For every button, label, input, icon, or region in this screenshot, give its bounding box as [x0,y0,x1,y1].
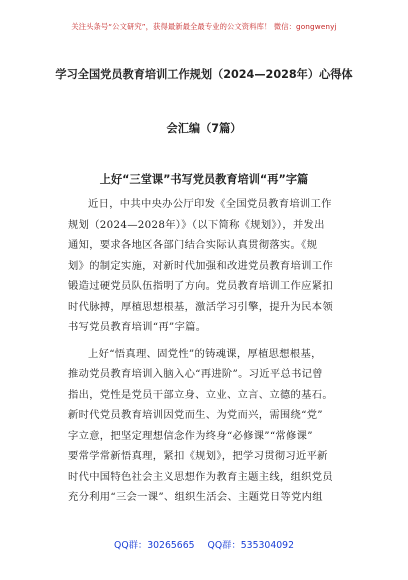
top-banner: 关注头条号“公文研究”，获得最新最全最专业的公文资料库！ 微信：gongwenyj [71,22,337,31]
text-line: 通知，要求各地区各部门结合实际认真贯彻落实。《规 [68,239,318,251]
text-line: 规划（2024—2028年）》（以下简称《规划》），并发出 [68,218,325,231]
text-line: 推动党员教育培训入脑入心“再进阶”。习近平总书记曾 [68,368,323,380]
text-line: 要常学常新悟真理，紧扣《规划》，把学习贯彻习近平新 [68,450,328,462]
paragraph [68,194,354,338]
text-line: 划》的制定实施，对新时代加强和改进党员教育培训工作 [68,259,333,272]
footer [0,537,408,551]
text-line: 上好“悟真理、固党性”的铸魂课，厚植思想根基， [88,347,322,360]
footer-qq-group-2: QQ群：535304092 [207,540,294,551]
document-subtitle: 会汇编（7篇） [166,122,242,135]
text-line: 锻造过硬党员队伍指明了方向。党员教育培训工作应紧扣 [68,280,333,292]
text-line: 字立意，把坚定理想信念作为终身“必修课”“常修课” [68,429,313,442]
text-line: 充分利用“三会一课”、组织生活会、主题党日等党内组 [68,491,323,503]
text-line: 书写党员教育培训“再”字篇。 [68,321,207,333]
text-line: 时代脉搏，厚植思想根基，激活学习引擎，提升为民本领 [68,300,333,313]
footer-qq-group-1: QQ群：30265665 [114,540,195,551]
body-text [68,194,354,508]
section-title: 上好“三堂课”书写党员教育培训“再”字篇 [99,173,309,186]
text-line: 指出，党性是党员干部立身、立业、立言、立德的基石。 [68,388,333,401]
document-title: 学习全国党员教育培训工作规划（2024—2028年）心得体 [55,68,353,81]
text-line: 时代中国特色社会主义思想作为教育主题主线，组织党员 [68,470,333,483]
text-line: 近日，中共中央办公厅印发《全国党员教育培训工作 [88,198,332,210]
text-line: 新时代党员教育培训因党而生、为党而兴，需围绕“党” [68,409,323,421]
paragraph [68,344,354,508]
